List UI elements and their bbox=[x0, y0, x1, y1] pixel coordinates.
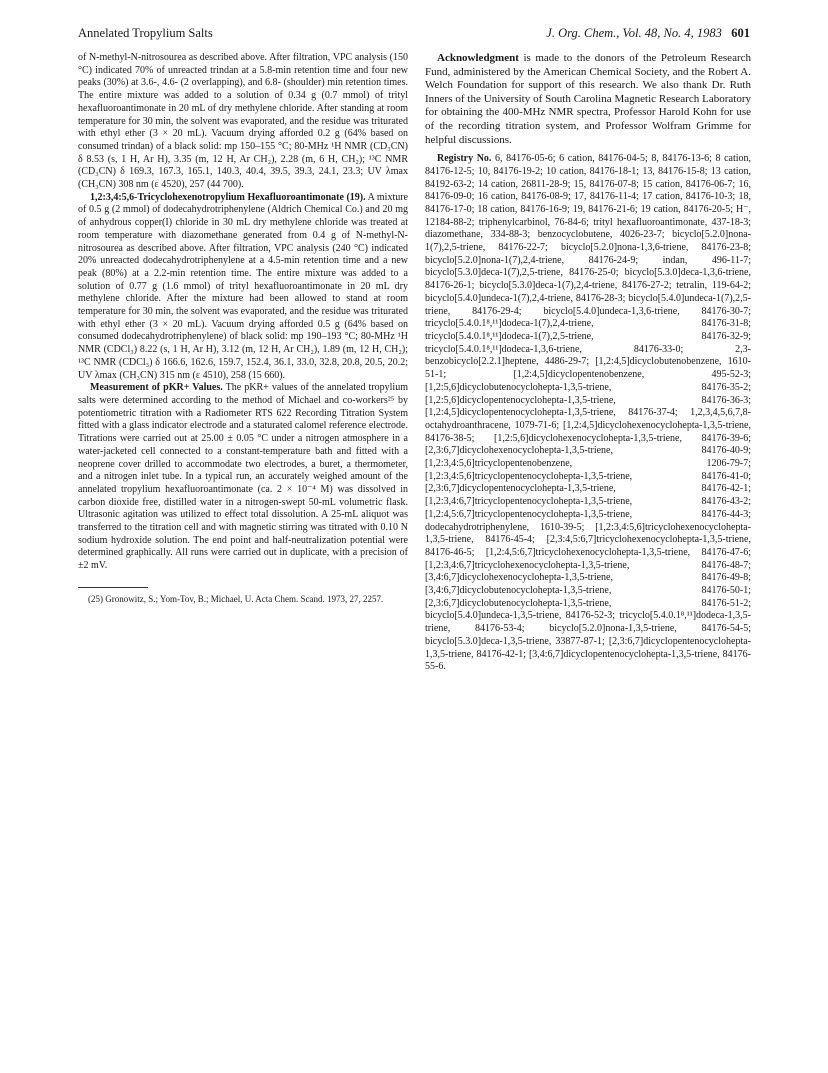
footnote-divider bbox=[78, 587, 148, 588]
registry-body: 6, 84176-05-6; 6 cation, 84176-04-5; 8, 84176-13-6; 8 cation, 84176-12-5; 10, 84176-19-2; 10 cation, 84176-18-1; 13, 84176-15-8; 13 cation, 84192-63-2; 14 cation, 26811-28-9; 15, 84176-07-8; 15 cation, 84176-06-7; 16, 84176-09-0; 16 cation, 84176-08-9; 17, 84176-11-4; 17 cation, 84176-10-3; 18, 84176-17-0; 18 cation, 84176-16-9; 19, 84176-21-6; 19 cation, 84176-20-5; H⁻, 12184-88-2; triphenylcarbinol, 76-84-6; trityl hexafluoroantimonate, 437-18-3; diazomethane, 334-88-3; benzocyclobutene, 4026-23-7; bicyclo[5.2.0]nona-1(7),2,5-triene, 84176-22-7; bicyclo[5.2.0]nona-1,3,6-triene, 84176-23-8; bicyclo[5.2.0]nona-1(7),2,4-triene, 84176-24-9; indan, 496-11-7; bicyclo[5.3.0]deca-1(7),2,5-triene, 84176-25-0; bicyclo[5.3.0]deca-1,3,6-triene, 84176-26-1; bicyclo[5.3.0]deca-1(7),2,4-triene, 84176-27-2; tetralin, 119-64-2; bicyclo[5.4.0]undeca-1(7),2,4-triene, 84176-28-3; bicyclo[5.4.0]undeca-1(7),2,5-triene, 84176-29-4; bicyclo[5.4.0]undeca-1,3,6-triene, 84176-30-7; tricyclo[5.4.0.1⁸,¹¹]dodeca-1(7),2,4-triene, 84176-31-8; tricyclo[5.4.0.1⁸,¹¹]dodeca-1(7),2,5-triene, 84176-32-9; tricyclo[5.4.0.1⁸,¹¹]dodeca-1,3,6-triene, 84176-33-0; 2,3-benzobicyclo[2.2.1]heptene, 4486-29-7; [1,2:4,5]dicyclobutenobenzene, 1610-51-1; [1,2:4,5]dicyclopentenobenzene, 495-52-3; [1,2:5,6]dicyclobutenocyclohepta-1,3,5-triene, 84176-35-2; [1,2:5,6]dicyclopentenocyclohepta-1,3,5-triene, 84176-36-3; [1,2:4,5]dicyclopentenocyclohepta-1,3,5-triene, 84176-37-4; 1,2,3,4,5,6,7,8-octahydroanthracene, 1079-71-6; [1,2:4,5]dicyclohexenocyclohepta-1,3,5-triene, 84176-38-5; [1,2:5,6]dicyclohexenocyclohepta-1,3,5-triene, 84176-39-6; [2,3:6,7]dicyclohexenocyclohepta-1,3,5-triene, 84176-40-9; [1,2:3,4:5,6]tricyclopentenobenzene, 1206-79-7; [1,2:3,4:5,6]tricyclopentenocyclohepta-1,3,5-triene, 84176-41-0; [2,3:6,7]dicyclopentenocyclohepta-1,3,5-triene, 84176-42-1; [1,2:3,4:6,7]tricyclopentenocyclohepta-1,3,5-triene, 84176-43-2; [1,2:4,5:6,7]tricyclopentenocyclohepta-1,3,5-triene, 84176-44-3; dodecahydrotriphenylene, 1610-39-5; [1,2:3,4:5,6]tricyclohexenocyclohepta-1,3,5-triene, 84176-45-4; [2,3:4,5:6,7]tricyclohexenocyclohepta-1,3,5-triene, 84176-46-5; [1,2:4,5:6,7]tricyclohexenocyclohepta-1,3,5-triene, 84176-47-6; [1,2:3,4:6,7]tricyclohexenocyclohepta-1,3,5-triene, 84176-48-7; [3,4:6,7]dicyclohexenocyclohepta-1,3,5-triene, 84176-49-8; [3,4:6,7]dicyclobutenocyclohepta-1,3,5-triene, 84176-50-1; [2,3:6,7]dicyclobutenocyclohepta-1,3,5-triene, 84176-51-2; bicyclo[5.4.0]undeca-1,3,5-triene, 84176-52-3; tricyclo[5.4.0.1⁸,¹¹]dodeca-1,3,5-triene, 84176-53-4; bicyclo[5.2.0]nona-1,3,5-triene, 84176-54-5; bicyclo[5.3.0]deca-1,3,5-triene, 33877-87-1; [2,3:6,7]dicyclopentenocyclohepta-1,3,5-triene, 84176-42-1; [3,4:6,7]dicyclopentenocyclohepta-1,3,5-triene, 84176-55-6. bbox=[425, 153, 752, 673]
experimental-paragraph-1: of N-methyl-N-nitrosourea as described above. After filtration, VPC analysis (150 °C) indicated 70% of unreacted trindan at a 5.8-min retention time and four new peaks (30%) at 3.6-, 4.6- (2 overlapping), and 6.8- (shoulder) min retention times. The entire mixture was added to a solution of 0.34 g (0.7 mmol) of trityl hexafluoroantimonate in 20 mL of dry methylene chloride. After standing at room temperature for 30 min, the solvent was evaporated, and the residue was triturated with ethyl ether (3 × 20 mL). Vacuum drying afforded 0.2 g (64% based on consumed trindan) of a black solid: mp 150–155 °C; 80-MHz ¹H NMR (CD₃CN) δ 8.53 (s, 1 H, Ar H), 3.35 (m, 12 H, Ar CH₂), 2.28 (m, 6 H, CH₂); ¹³C NMR (CD₃CN) δ 169.3, 167.3, 165.1, 140.3, 40.4, 39.5, 39.3, 24.1, 23.3; UV λmax (CH₃CN) 308 nm (ε 4520), 257 (44 700). bbox=[78, 52, 408, 191]
journal-citation bbox=[546, 26, 750, 41]
compound-19-heading: 1,2:3,4:5,6-Tricyclohexenotropylium Hexafluoroantimonate (19). bbox=[90, 191, 366, 203]
pkr-heading: Measurement of pKR+ Values. bbox=[90, 382, 223, 394]
acknowledgment-body: is made to the donors of the Petroleum Research Fund, administered by the American Chemical Society, and the Robert A. Welch Foundation for support of this research. We also thank Dr. Ruth Inners of the University of South Carolina Magnetic Research Laboratory for obtaining the 400-MHz NMR spectra, Professor Harold Kohn for use of the recording titration system, and Professor Wolfram Grimme for helpful discussions. bbox=[425, 52, 751, 146]
pkr-measurement-paragraph bbox=[78, 382, 408, 573]
journal-info-text: J. Org. Chem., Vol. 48, No. 4, 1983 bbox=[546, 26, 722, 40]
running-head: Annelated Tropylium Salts bbox=[78, 26, 213, 40]
footnote-25: (25) Gronowitz, S.; Yom-Tov, B.; Michael, U. Acta Chem. Scand. 1973, 27, 2257. bbox=[88, 593, 384, 604]
registry-paragraph bbox=[425, 153, 751, 674]
compound-19-body: A mixture of 0.5 g (2 mmol) of dodecahydrotriphenylene (Aldrich Chemical Co.) and 20 mg of anhydrous copper(I) chloride in 30 mL dry methylene chloride was treated at room temperature with diazomethane generated from 0.4 g of N-methyl-N-nitrosourea as described above. After filtration, VPC analysis (240 °C) indicated 20% unreacted dodecahydrotriphenylene at a 4.5-min retention time and a new peak (80%) at a 2.2-min retention time. The entire mixture was added to a solution of 0.77 g (1.6 mmol) of trityl hexafluoroantimonate in 20 mL dry methylene chloride. After the mixture had been allowed to stand at room temperature for 30 min, the solvent was evaporated, and the residue was triturated with ethyl ether (3 × 20 mL). Vacuum drying afforded 0.5 g (64% based on consumed dodecahydrotriphenylene) of black solid: mp 190–193 °C; 80-MHz ¹H NMR (CDCl₃) 8.22 (s, 1 H, Ar H), 3.12 (m, 12 H, Ar CH₂), 1.89 (m, 12 H, CH₂); ¹³C NMR (CDCl₃) δ 166.6, 162.6, 159.7, 152.4, 36.1, 33.0, 32.8, 20.8, 20.5, 20.2; UV λmax (CH₃CN) 315 nm (ε 4510), 258 (15 660). bbox=[78, 191, 408, 381]
registry-heading: Registry No. bbox=[437, 153, 492, 165]
page-header bbox=[78, 26, 750, 44]
left-column bbox=[78, 52, 408, 605]
right-column bbox=[425, 52, 751, 674]
acknowledgment-heading: Acknowledgment bbox=[437, 52, 519, 64]
acknowledgment-paragraph bbox=[425, 52, 751, 147]
experimental-paragraph-2 bbox=[78, 192, 408, 383]
page-number: 601 bbox=[731, 26, 750, 40]
pkr-body: The pKR+ values of the annelated tropylium salts were determined according to the method of Michael and co-workers²⁵ by potentiometric titration with a Radiometer RTS 622 Recording Titration System fitted with a glass indicator electrode and a staturated calomel reference electrode. Titrations were carried out at 25.00 ± 0.05 °C under a nitrogen atmosphere in a water-jacketed cell connected to a constant-temperature bath and fitted with a neoprene cover drilled to accommodate two electrodes, a buret, a thermometer, and a nitrogen inlet tube. In a typical run, an accurately weighed amount of the annelated tropylium hexafluoroantimonate (ca. 2 × 10⁻⁴ M) was dissolved in carbon dioxide free, distilled water in a nitrogen-swept 50-mL volumetric flask. Ultrasonic agitation was utilized to effect total dissolution. A 25-mL aliquot was transferred to the titration cell and with magnetic stirring was titrated with 0.10 N sodium hydroxide solution. The end point and half-neutralization potential were determined graphically. All runs were carried out in duplicate, with a precision of ±2 mV. bbox=[78, 382, 408, 572]
